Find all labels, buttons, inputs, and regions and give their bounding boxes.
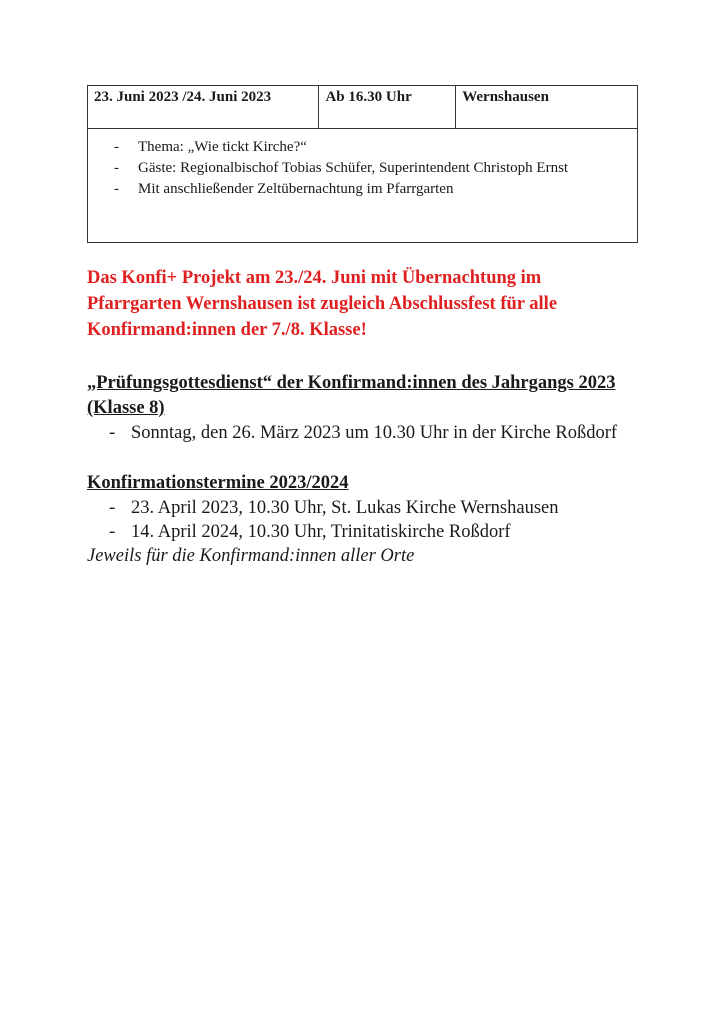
document-page [87,85,638,568]
event-header-row [88,86,638,129]
exam-service-list [87,421,638,445]
list-item: - 23. April 2023, 10.30 Uhr, St. Lukas Kirche Wernshausen [87,496,638,520]
exam-service-section [87,371,638,445]
list-item: - Thema: „Wie tickt Kirche?“ [114,137,627,158]
event-table [87,85,638,243]
event-location: Wernshausen [456,86,638,129]
confirmation-dates-title: Konfirmationstermine 2023/2024 [87,473,349,493]
event-date: 23. Juni 2023 /24. Juni 2023 [88,86,319,129]
highlight-notice: Das Konfi+ Projekt am 23./24. Juni mit Übernachtung im Pfarrgarten Wernshausen ist zugleich Abschlussfest für alle Konfirmand:innen der 7./8. Klasse! [87,268,558,340]
event-details-cell [88,129,638,243]
event-time: Ab 16.30 Uhr [319,86,456,129]
event-details-row [88,129,638,243]
list-item: - 14. April 2024, 10.30 Uhr, Trinitatiskirche Roßdorf [87,520,638,544]
confirmation-dates-section [87,471,638,568]
list-item: - Mit anschließender Zeltübernachtung im Pfarrgarten [114,179,627,200]
confirmation-dates-list [87,496,638,544]
event-details-list [114,137,627,200]
confirmation-note: Jeweils für die Konfirmand:innen aller Orte [87,546,415,566]
list-item: - Gäste: Regionalbischof Tobias Schüfer, Superintendent Christoph Ernst [114,158,627,179]
exam-service-title: „Prüfungsgottesdienst“ der Konfirmand:innen des Jahrgangs 2023 (Klasse 8) [87,373,616,418]
list-item: - Sonntag, den 26. März 2023 um 10.30 Uhr in der Kirche Roßdorf [87,421,638,445]
